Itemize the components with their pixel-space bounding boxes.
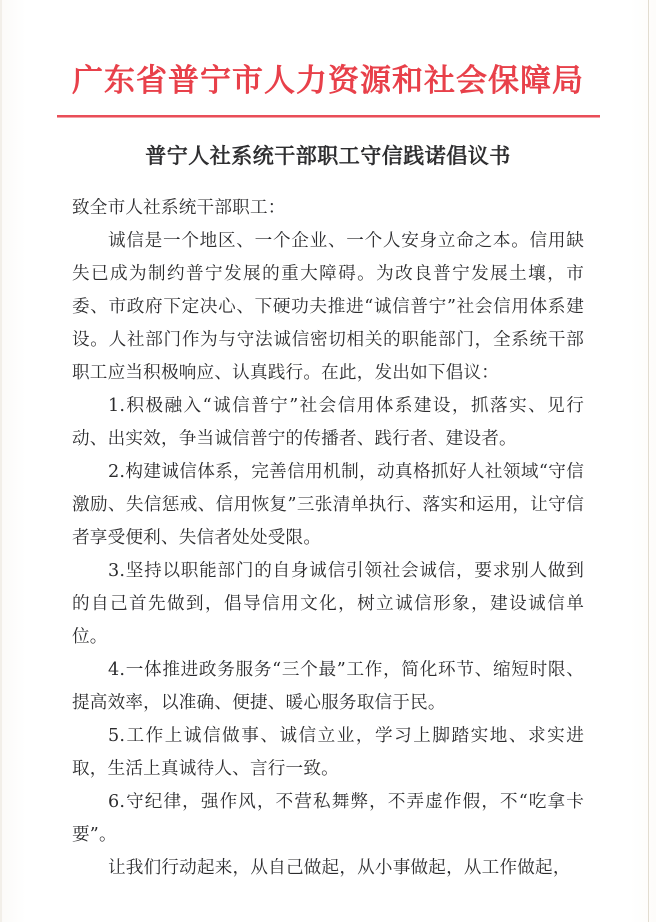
scan-edge-left bbox=[0, 0, 2, 922]
document-body bbox=[72, 192, 584, 885]
paragraph-closing: 让我们行动起来，从自己做起，从小事做起，从工作做起， bbox=[108, 858, 571, 878]
letterhead-rule bbox=[57, 115, 600, 117]
paragraph-item-3: 3.坚持以职能部门的自身诚信引领社会诚信，要求别人做到的自己首先做到，倡导信用文化，树立诚信形象，建设诚信单位。 bbox=[72, 561, 584, 647]
paragraph-item-5: 5.工作上诚信做事、诚信立业，学习上脚踏实地、求实进取，生活上真诚待人、言行一致。 bbox=[72, 726, 584, 779]
letterhead bbox=[0, 62, 656, 101]
paragraph-item-6: 6.守纪律，强作风，不营私舞弊，不弄虚作假，不“吃拿卡要”。 bbox=[72, 792, 584, 845]
paragraph-intro: 诚信是一个地区、一个企业、一个人安身立命之本。信用缺失已成为制约普宁发展的重大障碍。为改良普宁发展土壤，市委、市政府下定决心、下硬功夫推进“诚信普宁”社会信用体系建设。人社部门作为与守法诚信密切相关的职能部门，全系统干部职工应当积极响应、认真践行。在此，发出如下倡议： bbox=[72, 231, 584, 383]
letterhead-title: 广东省普宁市人力资源和社会保障局 bbox=[72, 63, 584, 99]
paragraph-item-2: 2.构建诚信体系，完善信用机制，动真格抓好人社领域“守信激励、失信惩戒、信用恢复”三张清单执行、落实和运用，让守信者享受便利、失信者处处受限。 bbox=[72, 462, 584, 548]
document-title: 普宁人社系统干部职工守信践诺倡议书 bbox=[145, 143, 511, 168]
paragraph-item-1: 1.积极融入“诚信普宁”社会信用体系建设，抓落实、见行动、出实效，争当诚信普宁的传播者、践行者、建设者。 bbox=[72, 396, 584, 449]
paragraph-item-4: 4.一体推进政务服务“三个最”工作，简化环节、缩短时限、提高效率，以准确、便捷、暖心服务取信于民。 bbox=[72, 660, 584, 713]
salutation: 致全市人社系统干部职工： bbox=[72, 198, 286, 218]
scan-edge-right bbox=[648, 0, 649, 922]
